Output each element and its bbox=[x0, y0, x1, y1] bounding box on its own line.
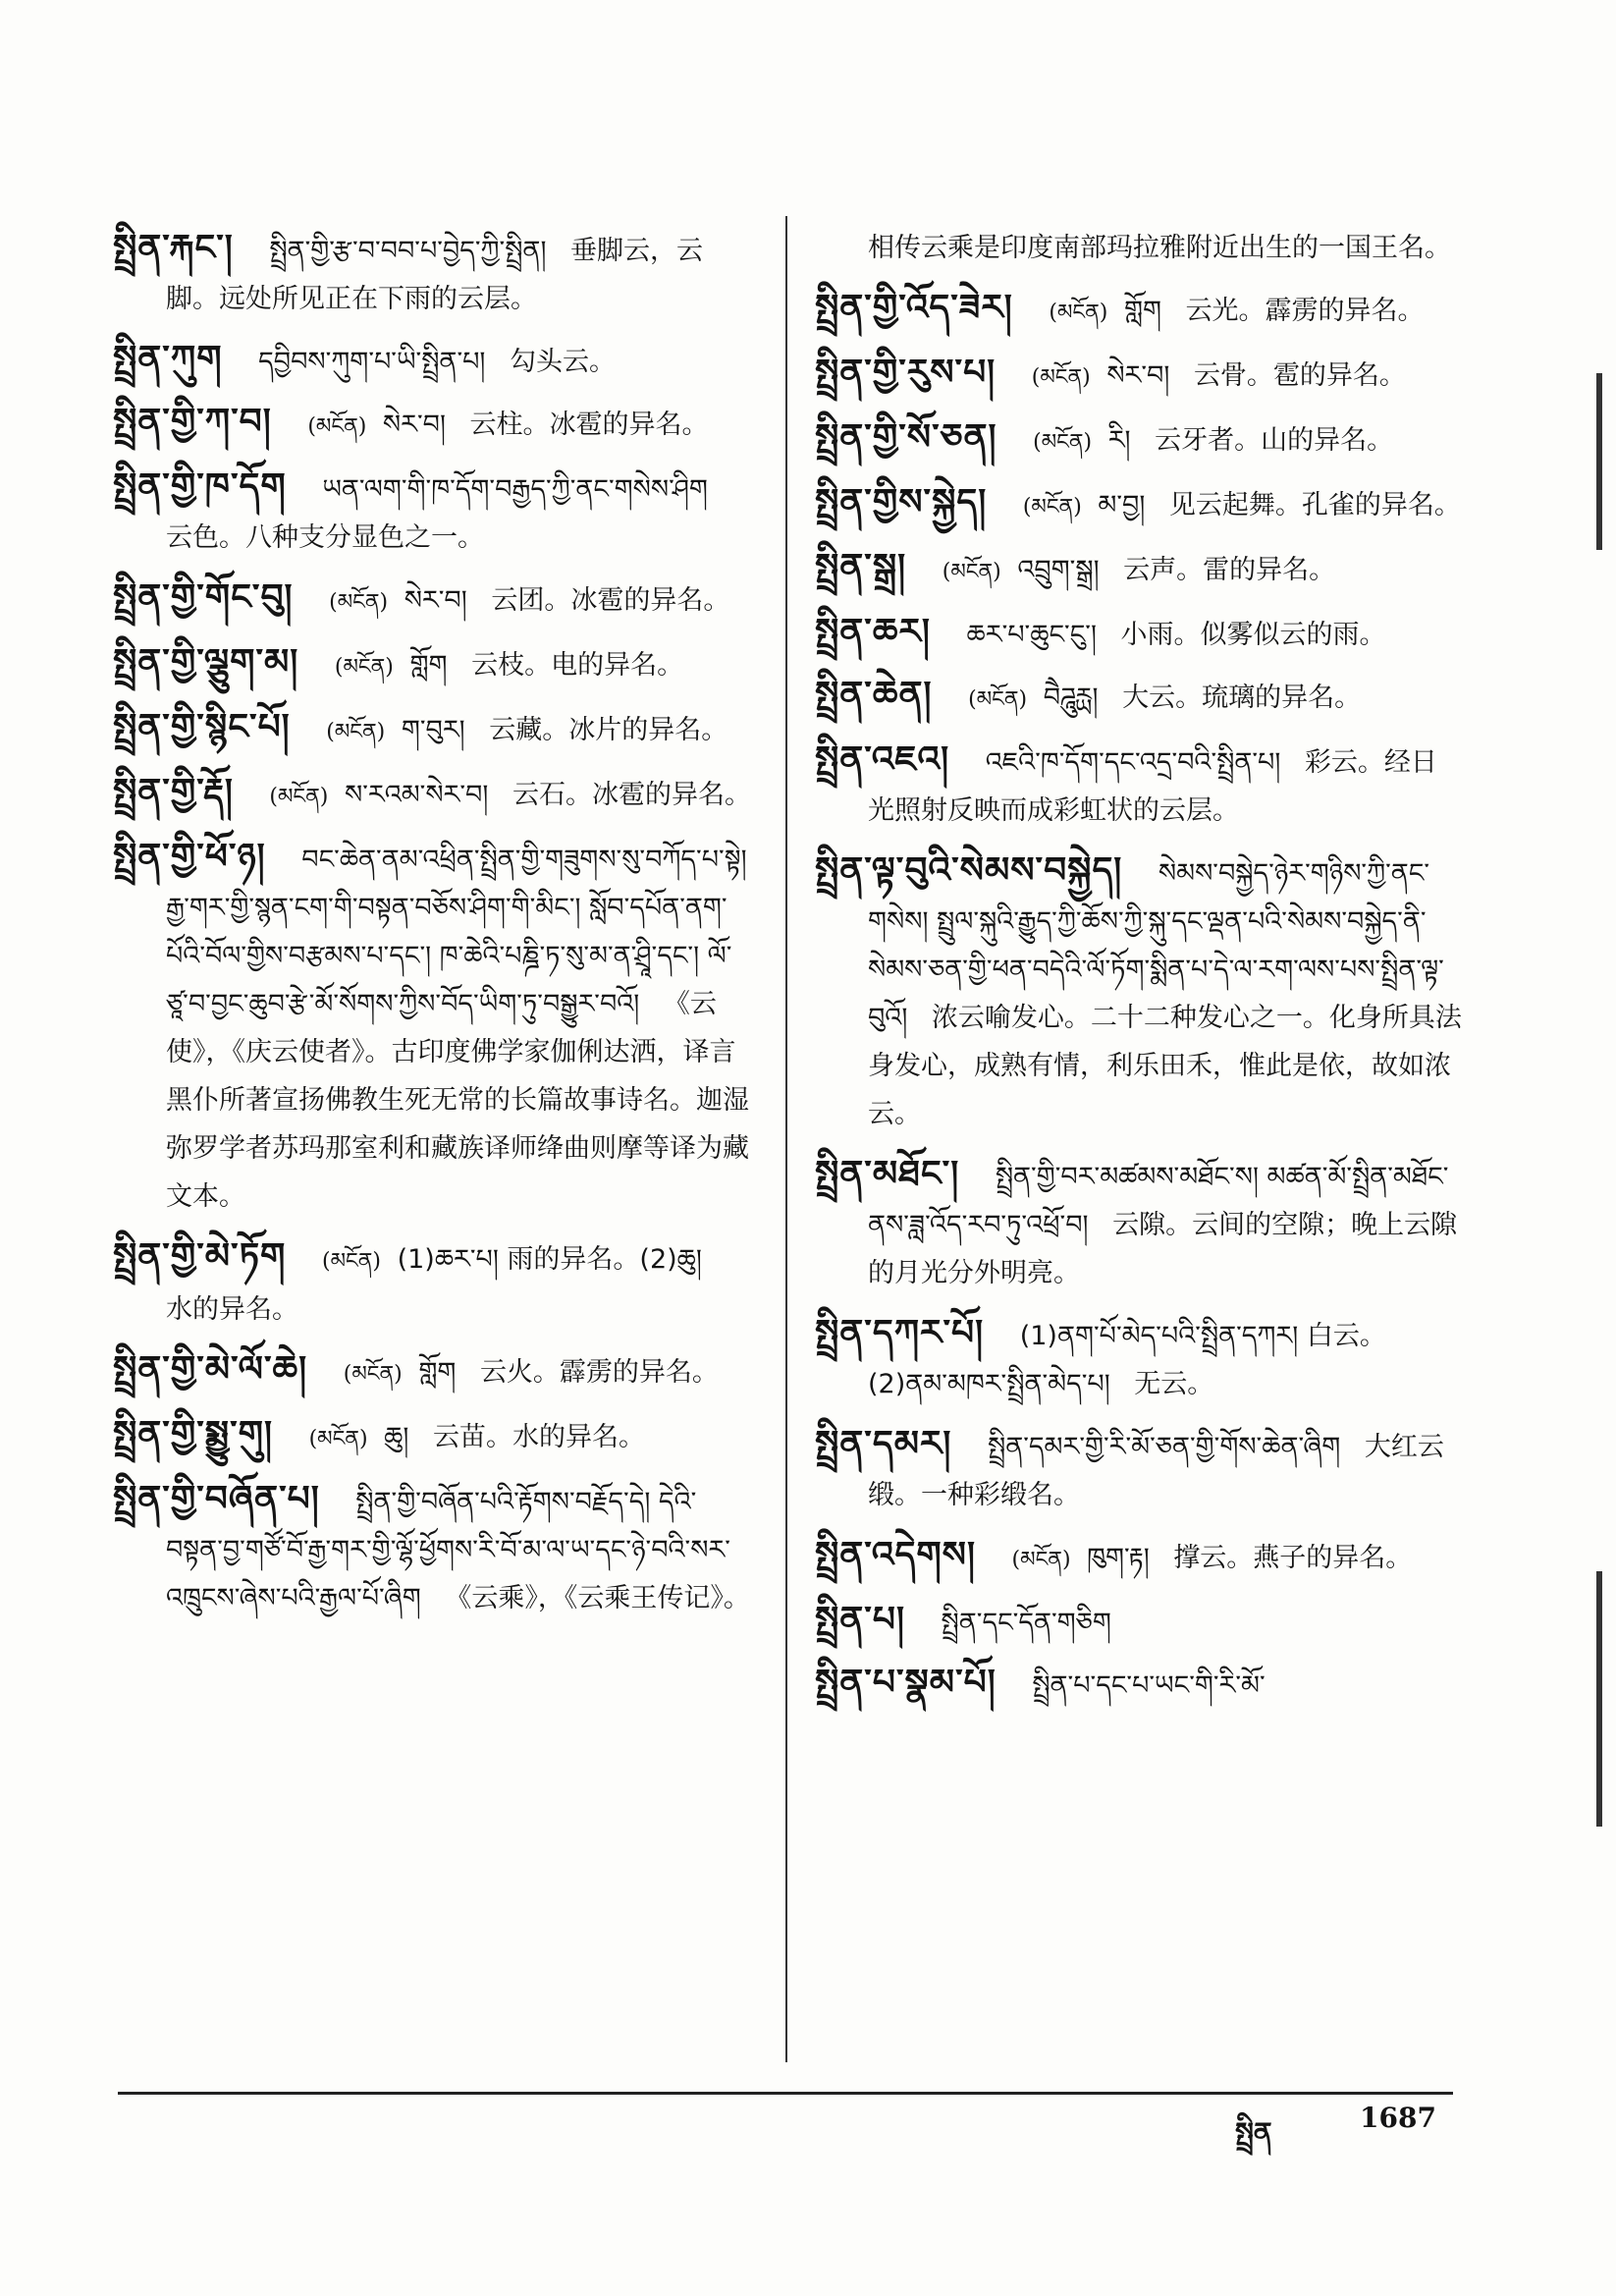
dictionary-entry bbox=[815, 284, 1463, 337]
entry-source-tag: (མངོན) bbox=[1033, 430, 1093, 455]
entry-headword: སྤྲིན་གྱི་མེ་ལོ་ཆེ། bbox=[113, 1349, 308, 1390]
entry-headword: སྤྲིན་གྱི་ལྕུག་མ། bbox=[113, 642, 299, 683]
entry-headword: སྤྲིན་འཇའ། bbox=[815, 739, 950, 780]
entry-chinese-definition: 云色。八种支分显色之一。 bbox=[166, 522, 484, 553]
dictionary-entry bbox=[113, 398, 751, 451]
entry-tibetan-definition: (1)ནག་པོ་མེད་པའི་སྤྲིན་དཀར། 白云。(2)ནམ་མཁར་སྤྲིན་མེད་པ། bbox=[868, 1321, 1386, 1399]
entry-headword: སྤྲིན་པ་སྣམ་པོ། bbox=[815, 1663, 997, 1703]
entry-chinese-definition: 彩云。经日光照射反映而成彩虹状的云层。 bbox=[868, 747, 1437, 826]
entry-headword: སྤྲིན་སྒྲ། bbox=[815, 547, 907, 587]
entry-tibetan-definition: སྤྲིན་དང་དོན་གཅིག bbox=[941, 1608, 1111, 1638]
entry-tibetan-definition: ཆར་པ་ཆུང་ངུ་། bbox=[966, 620, 1097, 650]
dictionary-entry bbox=[113, 335, 751, 386]
entry-tibetan-definition: སྤྲིན་གྱི་བཞོན་པའི་རྟོགས་བརྗོད་དེ། དེའི་བསྟན་བྱ་གཙོ་བོ་རྒྱ་གར་གྱི་ལྷོ་ཕྱོགས་རི་བོ་མ་ལ་ཡ་དང་ཉེ་བའི་སར་འཁྲུངས་ཞེས་པའི་རྒྱལ་པོ་ཞིག bbox=[166, 1487, 730, 1613]
entry-source-tag: (མངོན) bbox=[334, 655, 394, 680]
entry-source-tag: (མངོན) bbox=[326, 720, 386, 744]
entry-source-tag: (མངོན) bbox=[968, 687, 1028, 712]
entry-headword: སྤྲིན་གྱི་མེ་ཏོག bbox=[113, 1236, 287, 1277]
dictionary-entry bbox=[815, 608, 1463, 659]
dictionary-entry bbox=[815, 1309, 1463, 1408]
entry-tibetan-definition: ཡན་ལག་གི་ཁ་དོག་བརྒྱད་ཀྱི་ནང་གསེས་ཤིག bbox=[322, 474, 708, 505]
dictionary-entry bbox=[815, 736, 1463, 835]
entry-chinese-definition: 相传云乘是印度南部玛拉雅附近出生的一国王名。 bbox=[868, 233, 1451, 263]
binding-edge bbox=[1587, 0, 1616, 2296]
dictionary-entry bbox=[113, 638, 751, 691]
dictionary-entry bbox=[113, 833, 751, 1221]
dictionary-entry bbox=[815, 1420, 1463, 1519]
dictionary-entry bbox=[113, 1232, 751, 1334]
entry-chinese-definition: 垂脚云，云脚。远处所见正在下雨的云层。 bbox=[166, 236, 704, 314]
dictionary-entry bbox=[815, 478, 1463, 531]
entry-tibetan-definition: སེམས་བསྐྱེད་ཉེར་གཉིས་ཀྱི་ནང་གསེས། སྤྲུལ་སྐུའི་རྒྱུད་ཀྱི་ཆོས་ཀྱི་སྐུ་དང་ལྡན་པའི་སེམས་བསྐྱེད་ནི་སེམས་ཅན་གྱི་ཕན་བདེའི་ལོ་ཏོག་སྨིན་པ་དེ་ལ་རག་ལས་པས་སྤྲིན་ལྟ་བུའོ། bbox=[868, 858, 1444, 1033]
entry-chinese-definition: 水的异名。 bbox=[166, 1294, 298, 1325]
dictionary-entry bbox=[815, 543, 1463, 596]
entry-chinese-definition: 云骨。雹的异名。 bbox=[1193, 360, 1406, 391]
dictionary-entry bbox=[815, 413, 1463, 466]
dictionary-entry bbox=[815, 224, 1463, 272]
entry-tibetan-definition: དབྱིབས་ཀུག་པ་ཡི་སྤྲིན་པ། bbox=[258, 347, 486, 377]
entry-tibetan-definition: གློག bbox=[418, 1357, 457, 1388]
entry-tibetan-definition: བང་ཆེན་ནམ་འཕྲིན་སྤྲིན་གྱི་གཟུགས་སུ་བཀོད་པ་སྟེ། རྒྱ་གར་གྱི་སྙན་ངག་གི་བསྟན་བཅོས་ཤིག་གི་མིང་། སློབ་དཔོན་ནག་པོའི་བོལ་གྱིས་བརྩམས་པ་དང་། ཁ་ཆེའི་པཎྜི་ཏ་སུ་མ་ན་ཤྲཱི་དང་། ལོ་ཙཱ་བ་བྱང་ཆུབ་རྩེ་མོ་སོགས་ཀྱིས་བོད་ཡིག་ཏུ་བསྒྱུར་བའོ། bbox=[166, 845, 747, 1019]
entry-tibetan-definition: སྤྲིན་གྱི་བར་མཚམས་མཐོང་ས། མཚན་མོ་སྤྲིན་མཐོང་ནས་ཟླ་འོད་རབ་ཏུ་འཕྲོ་བ། bbox=[868, 1162, 1449, 1240]
entry-chinese-definition: 云牙者。山的异名。 bbox=[1155, 425, 1394, 456]
dictionary-entry bbox=[815, 1596, 1463, 1647]
entry-tibetan-definition: (1)ཆར་པ། 雨的异名。(2)ཆུ། bbox=[397, 1244, 702, 1275]
dictionary-entry bbox=[113, 1475, 751, 1622]
dictionary-entry bbox=[113, 768, 751, 821]
entry-headword: སྤྲིན་གྱི་གོང་བུ། bbox=[113, 577, 294, 618]
entry-chinese-definition: 无云。 bbox=[1134, 1369, 1214, 1399]
entry-tibetan-definition: གློག bbox=[1123, 296, 1161, 326]
entry-chinese-definition: 云柱。冰雹的异名。 bbox=[469, 410, 709, 440]
left-column bbox=[113, 224, 751, 1634]
dictionary-entry bbox=[113, 574, 751, 627]
entry-source-tag: (མངོན) bbox=[1031, 365, 1091, 390]
entry-headword: སྤྲིན་གྱི་ཕོ་ཉ། bbox=[113, 837, 266, 877]
entry-chinese-definition: 云隙。云间的空隙；晚上云隙的月光分外明亮。 bbox=[868, 1210, 1458, 1288]
entry-tibetan-definition: མ་བྱ། bbox=[1098, 490, 1146, 520]
entry-headword: སྤྲིན་ཀུག bbox=[113, 339, 223, 379]
entry-headword: སྤྲིན་རྐང་། bbox=[113, 228, 234, 268]
entry-chinese-definition: 浓云喻发心。二十二种发心之一。化身所具法身发心，成熟有情，利乐田禾，惟此是依，故如浓云。 bbox=[868, 1003, 1462, 1129]
entry-headword: སྤྲིན་གྱི་སོ་ཅན། bbox=[815, 417, 997, 458]
entry-chinese-definition: 见云起舞。孔雀的异名。 bbox=[1168, 490, 1461, 520]
entry-tibetan-definition: ས་རའམ་སེར་བ། bbox=[344, 780, 489, 810]
running-head: སྤྲིན bbox=[1235, 2116, 1272, 2149]
entry-chinese-definition: 云团。冰雹的异名。 bbox=[491, 585, 730, 616]
entry-tibetan-definition: སྤྲིན་པ་དང་པ་ཡང་གི་རི་མོ་ bbox=[1032, 1670, 1266, 1701]
dictionary-entry bbox=[815, 847, 1463, 1138]
entry-chinese-definition: 小雨。似雾似云的雨。 bbox=[1120, 620, 1386, 650]
entry-tibetan-definition: འབྲུག་སྒྲ། bbox=[1017, 555, 1100, 585]
entry-chinese-definition: 撑云。燕子的异名。 bbox=[1173, 1543, 1413, 1573]
entry-headword: སྤྲིན་འདེགས། bbox=[815, 1535, 976, 1575]
entry-chinese-definition: 云苗。水的异名。 bbox=[432, 1422, 645, 1452]
entry-headword: སྤྲིན་ཆེན། bbox=[815, 675, 933, 715]
entry-tibetan-definition: འཇའི་ཁ་དོག་དང་འདྲ་བའི་སྤྲིན་པ། bbox=[985, 747, 1281, 778]
dictionary-entry bbox=[815, 1531, 1463, 1584]
entry-source-tag: (མངོན) bbox=[1011, 1548, 1071, 1572]
page-number: 1687 bbox=[1360, 2102, 1436, 2134]
entry-tibetan-definition: སེར་བ། bbox=[382, 410, 446, 440]
right-column bbox=[815, 224, 1463, 1722]
entry-source-tag: (མངོན) bbox=[1049, 301, 1108, 325]
entry-tibetan-definition: གློག bbox=[409, 650, 448, 681]
entry-headword: སྤྲིན་པ། bbox=[815, 1600, 905, 1640]
entry-chinese-definition: 云声。雷的异名。 bbox=[1123, 555, 1336, 585]
dictionary-entry bbox=[815, 349, 1463, 402]
entry-headword: སྤྲིན་གྱི་སྨྱུ་གུ། bbox=[113, 1414, 273, 1454]
entry-tibetan-definition: ཁུག་རྟ། bbox=[1087, 1543, 1150, 1573]
entry-tibetan-definition: སྤྲིན་གྱི་རྩ་བ་བབ་པ་བྱེད་ཀྱི་སྤྲིན། bbox=[269, 236, 547, 266]
entry-headword: སྤྲིན་ལྟ་བུའི་སེམས་བསྐྱེད། bbox=[815, 850, 1123, 891]
footer-rule bbox=[118, 2092, 1453, 2095]
entry-source-tag: (མངོན) bbox=[942, 560, 1001, 584]
entry-tibetan-definition: ཆུ། bbox=[384, 1422, 409, 1452]
entry-source-tag: (མངོན) bbox=[307, 414, 367, 439]
entry-chinese-definition: 《云使》，《庆云使者》。古印度佛学家伽俐达洒，译言黑仆所著宣扬佛教生死无常的长篇故事诗名。迦湿弥罗学者苏玛那室利和藏族译师绛曲则摩等译为藏文本。 bbox=[166, 989, 749, 1212]
dictionary-entry bbox=[113, 1410, 751, 1463]
entry-chinese-definition: 云枝。电的异名。 bbox=[471, 650, 684, 681]
entry-headword: སྤྲིན་དམར། bbox=[815, 1424, 952, 1464]
entry-headword: སྤྲིན་དཀར་པོ། bbox=[815, 1313, 985, 1353]
entry-tibetan-definition: རི། bbox=[1107, 425, 1131, 456]
entry-chinese-definition: 云石。冰雹的异名。 bbox=[512, 780, 751, 810]
entry-tibetan-definition: སེར་བ། bbox=[404, 585, 467, 616]
dictionary-entry bbox=[815, 1659, 1463, 1710]
entry-source-tag: (མངོན) bbox=[343, 1362, 403, 1387]
entry-source-tag: (མངོན) bbox=[308, 1427, 368, 1451]
entry-source-tag: (མངོན) bbox=[322, 1249, 381, 1274]
entry-headword: སྤྲིན་གྱི་འོད་ཟེར། bbox=[815, 288, 1013, 328]
dictionary-entry bbox=[815, 671, 1463, 724]
dictionary-entry bbox=[815, 1150, 1463, 1297]
entry-headword: སྤྲིན་གྱི་རུས་པ། bbox=[815, 353, 997, 393]
entry-headword: སྤྲིན་ཆར། bbox=[815, 612, 931, 652]
entry-source-tag: (མངོན) bbox=[269, 785, 329, 809]
entry-source-tag: (མངོན) bbox=[1022, 495, 1082, 519]
entry-tibetan-definition: སེར་བ། bbox=[1106, 360, 1170, 391]
entry-chinese-definition: 大红云缎。一种彩缎名。 bbox=[868, 1432, 1444, 1510]
entry-headword: སྤྲིན་གྱི་ཁ་དོག bbox=[113, 466, 287, 507]
entry-chinese-definition: 云火。霹雳的异名。 bbox=[479, 1357, 719, 1388]
entry-headword: སྤྲིན་གྱི་སྙིང་པོ། bbox=[113, 707, 291, 747]
entry-tibetan-definition: བཻཌཱུརྻ། bbox=[1043, 683, 1099, 713]
entry-chinese-definition: 大云。琉璃的异名。 bbox=[1122, 683, 1362, 713]
entry-chinese-definition: 云光。霹雳的异名。 bbox=[1185, 296, 1425, 326]
entry-chinese-definition: 《云乘》，《云乘王传记》。 bbox=[445, 1583, 750, 1613]
dictionary-entry bbox=[113, 224, 751, 323]
entry-tibetan-definition: ག་བུར། bbox=[401, 715, 465, 745]
entry-headword: སྤྲིན་མཐོང་། bbox=[815, 1154, 960, 1194]
entry-source-tag: (མངོན) bbox=[329, 590, 389, 615]
entry-chinese-definition: 云藏。冰片的异名。 bbox=[489, 715, 728, 745]
entry-headword: སྤྲིན་གྱི་ཀ་བ། bbox=[113, 402, 272, 442]
entry-headword: སྤྲིན་གྱིས་སྐྱེད། bbox=[815, 482, 988, 522]
entry-tibetan-definition: སྤྲིན་དམར་གྱི་རི་མོ་ཅན་གྱི་གོས་ཆེན་ཞིག bbox=[988, 1432, 1341, 1462]
entry-headword: སྤྲིན་གྱི་བཞོན་པ། bbox=[113, 1479, 320, 1519]
column-divider bbox=[785, 216, 787, 2062]
dictionary-entry bbox=[113, 1345, 751, 1398]
entry-chinese-definition: 勾头云。 bbox=[510, 347, 617, 377]
entry-headword: སྤྲིན་གྱི་རྡོ། bbox=[113, 772, 234, 812]
dictionary-entry bbox=[113, 463, 751, 562]
dictionary-entry bbox=[113, 703, 751, 756]
